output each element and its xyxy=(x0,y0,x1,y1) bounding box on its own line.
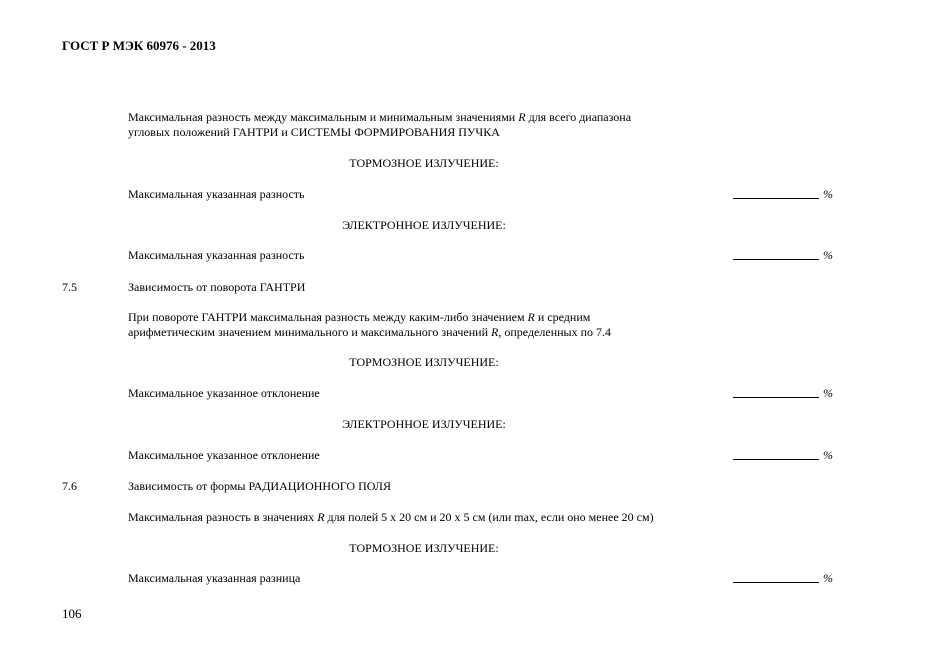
brems-heading-3: ТОРМОЗНОЕ ИЗЛУЧЕНИЕ: xyxy=(349,541,499,555)
document-header: ГОСТ Р МЭК 60976 - 2013 xyxy=(62,38,216,53)
s75-text-3: арифметическим значением минимального и максимального значений xyxy=(128,325,492,339)
brems-heading-1: ТОРМОЗНОЕ ИЗЛУЧЕНИЕ: xyxy=(349,156,499,170)
s76-text-1: Максимальная разность в значениях xyxy=(128,510,318,524)
page-number: 106 xyxy=(62,606,82,621)
electron-heading-1: ЭЛЕКТРОННОЕ ИЗЛУЧЕНИЕ: xyxy=(342,218,506,232)
unit-percent-2: % xyxy=(823,248,833,262)
s75-variable-2: R xyxy=(491,325,499,339)
brems-row-label-3: Максимальная указанная разница xyxy=(128,571,301,585)
value-blank-2[interactable] xyxy=(733,259,819,260)
electron-row-label-2: Максимальное указанное отклонение xyxy=(128,448,320,462)
intro-text-3: угловых положений ГАНТРИ и СИСТЕМЫ ФОРМИРОВАНИЯ ПУЧКА xyxy=(128,125,500,139)
electron-heading-2: ЭЛЕКТРОННОЕ ИЗЛУЧЕНИЕ: xyxy=(342,417,506,431)
value-blank-4[interactable] xyxy=(733,459,819,460)
electron-row-label-1: Максимальная указанная разность xyxy=(128,248,305,262)
value-blank-3[interactable] xyxy=(733,397,819,398)
section-number-7-5: 7.5 xyxy=(62,280,77,294)
brems-row-label-1: Максимальная указанная разность xyxy=(128,187,305,201)
section-7-5-paragraph xyxy=(128,310,728,340)
section-title-7-6: Зависимость от формы РАДИАЦИОННОГО ПОЛЯ xyxy=(128,479,391,493)
unit-percent-5: % xyxy=(823,571,833,585)
value-blank-1[interactable] xyxy=(733,198,819,199)
intro-text-2: для всего диапазона xyxy=(525,110,632,124)
s75-text-1: При повороте ГАНТРИ максимальная разность между каким-либо значением xyxy=(128,310,528,324)
intro-paragraph xyxy=(128,110,728,140)
intro-text-1: Максимальная разность между максимальным и минимальным значениями xyxy=(128,110,519,124)
brems-heading-2: ТОРМОЗНОЕ ИЗЛУЧЕНИЕ: xyxy=(349,355,499,369)
s75-text-4: , определенных по 7.4 xyxy=(498,325,612,339)
unit-percent-3: % xyxy=(823,386,833,400)
brems-row-label-2: Максимальное указанное отклонение xyxy=(128,386,320,400)
s75-text-2: и средним xyxy=(534,310,591,324)
section-7-6-paragraph xyxy=(128,510,728,525)
value-blank-5[interactable] xyxy=(733,582,819,583)
unit-percent-4: % xyxy=(823,448,833,462)
unit-percent-1: % xyxy=(823,187,833,201)
s76-variable: R xyxy=(317,510,325,524)
s76-text-2: для полей 5 х 20 см и 20 х 5 см (или max, если оно менее 20 см) xyxy=(324,510,654,524)
s75-variable-1: R xyxy=(527,310,535,324)
intro-variable: R xyxy=(518,110,526,124)
section-title-7-5: Зависимость от поворота ГАНТРИ xyxy=(128,280,306,294)
section-number-7-6: 7.6 xyxy=(62,479,77,493)
